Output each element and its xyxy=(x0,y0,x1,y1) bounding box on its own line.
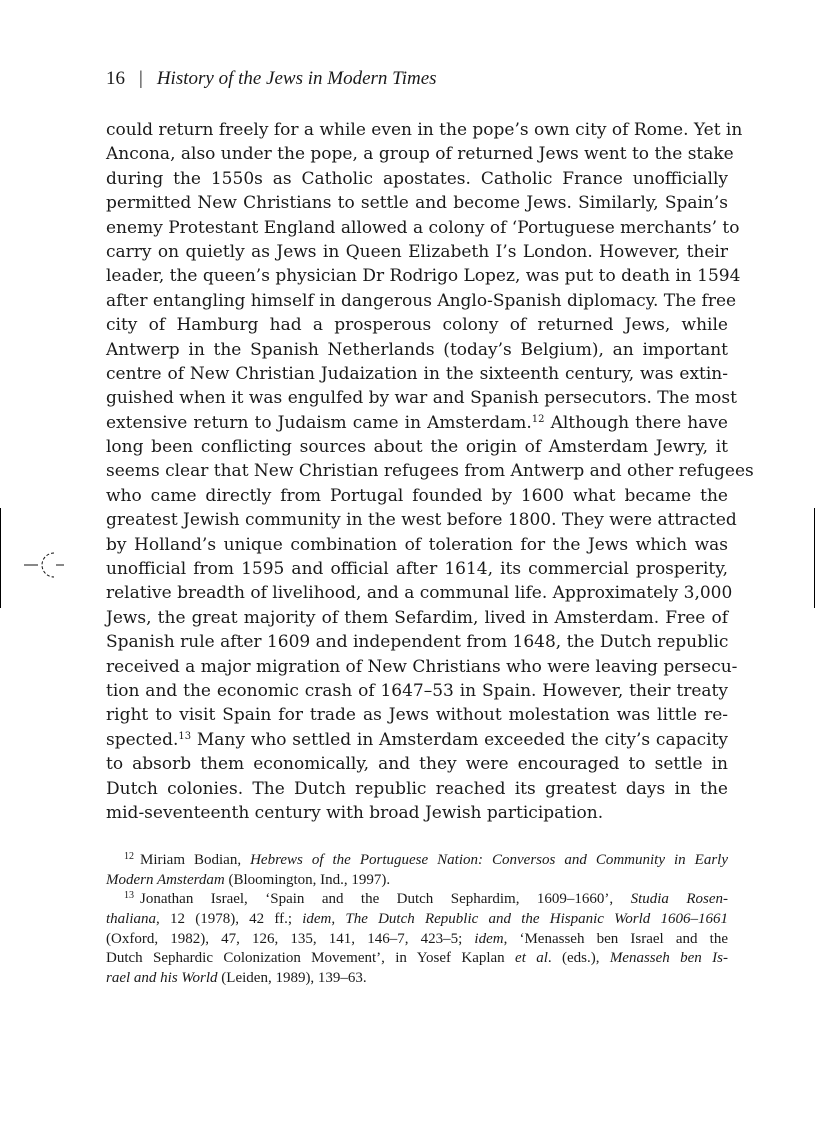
body-line-text: extensive return to Judaism came in Amsterdam. xyxy=(106,412,532,433)
body-line: leader, the queen’s physician Dr Rodrigo Lopez, was put to death in 1594 xyxy=(106,266,741,287)
footnote-line xyxy=(106,949,728,969)
body-line: seems clear that New Christian refugees from Antwerp and other refugees xyxy=(106,461,754,482)
book-title: History of the Jews in Modern Times xyxy=(156,68,437,89)
footnote-line xyxy=(106,890,728,910)
footnote-mark: 12 xyxy=(124,851,134,862)
footnote-text: idem xyxy=(302,911,332,928)
body-line-text: Many who settled in Amsterdam exceeded the city’s capacity xyxy=(191,729,728,750)
crop-mark-left xyxy=(0,508,1,608)
footnote-line xyxy=(106,851,728,871)
footnote-text: idem xyxy=(474,930,504,947)
footnote-mark: 13 xyxy=(124,890,134,902)
body-line: Spanish rule after 1609 and independent from 1648, the Dutch republic xyxy=(106,632,729,653)
registration-mark-icon xyxy=(24,548,64,582)
running-head xyxy=(106,67,437,91)
body-text xyxy=(106,118,754,825)
body-line xyxy=(106,411,728,435)
body-line: could return freely for a while even in the pope’s own city of Rome. Yet in xyxy=(106,120,743,140)
body-line: greatest Jewish community in the west before 1800. They were attracted xyxy=(106,510,737,531)
body-line: long been conflicting sources about the origin of Amsterdam Jewry, it xyxy=(106,437,728,458)
footnote-text: . (eds.), xyxy=(547,950,610,967)
footnote-text: Miriam Bodian, xyxy=(140,852,251,868)
body-line: permitted New Christians to settle and become Jews. Similarly, Spain’s xyxy=(106,193,728,214)
body-line xyxy=(106,728,728,752)
body-line: unofficial from 1595 and official after 1614, its commercial prosperity, xyxy=(106,559,728,580)
footnote-text: rael and his World xyxy=(106,970,218,987)
body-line: to absorb them economically, and they were encouraged to settle in xyxy=(106,754,728,775)
body-line: who came directly from Portugal founded by 1600 what became the xyxy=(106,485,728,506)
footnote-text: (Oxford, 1982), 47, 126, 135, 141, 146–7, 423–5; xyxy=(106,930,475,947)
body-line: right to visit Spain for trade as Jews without molestation was little re- xyxy=(106,705,728,726)
body-line: Ancona, also under the pope, a group of returned Jews went to the stake xyxy=(106,144,734,165)
footnote-text: (Bloomington, Ind., 1997). xyxy=(224,871,391,888)
page-number: 16 xyxy=(106,68,125,89)
crop-mark-right xyxy=(814,508,815,608)
footnote-text: Studia Rosen- xyxy=(630,891,728,908)
footnote-line xyxy=(106,930,728,950)
body-line-text: Although there have xyxy=(544,412,728,433)
body-line-text: spected. xyxy=(106,729,179,750)
footnotes xyxy=(106,851,728,989)
footnote-text: Jonathan Israel, ‘Spain and the Dutch Sephardim, 1609–1660’, xyxy=(140,891,631,908)
body-line: mid-seventeenth century with broad Jewish participation. xyxy=(106,802,604,823)
footnote-text: Dutch Sephardic Colonization Movement’, in Yosef Kaplan xyxy=(106,950,516,967)
footnote-text: (Leiden, 1989), 139–63. xyxy=(217,970,367,987)
body-line: tion and the economic crash of 1647–53 in Spain. However, their treaty xyxy=(106,680,728,701)
body-line: carry on quietly as Jews in Queen Elizabeth I’s London. However, their xyxy=(106,241,728,262)
footnote-text: Hebrews of the Portuguese Nation: Conversos and Community in Early xyxy=(250,852,728,868)
footnote-text: , xyxy=(331,911,346,928)
body-line: during the 1550s as Catholic apostates. Catholic France unofficially xyxy=(106,168,728,189)
body-line: received a major migration of New Christians who were leaving persecu- xyxy=(106,656,738,677)
header-separator: | xyxy=(139,68,143,89)
footnote-line xyxy=(106,871,728,891)
body-line: relative breadth of livelihood, and a communal life. Approximately 3,000 xyxy=(106,583,733,604)
footnote-ref-12[interactable]: 12 xyxy=(531,413,545,425)
footnote-text: The Dutch Republic and the Hispanic World 1606–1661 xyxy=(345,911,728,928)
body-line: enemy Protestant England allowed a colony of ‘Portuguese merchants’ to xyxy=(106,217,740,238)
footnote-text: thaliana xyxy=(106,911,157,928)
footnote-text: et al xyxy=(515,950,548,967)
body-line: centre of New Christian Judaization in the sixteenth century, was extin- xyxy=(106,363,728,384)
footnote-text: , ‘Menasseh ben Israel and the xyxy=(503,930,728,947)
footnote-line xyxy=(106,910,728,930)
body-line: guished when it was engulfed by war and Spanish persecutors. The most xyxy=(106,388,737,409)
footnote-line xyxy=(106,969,728,989)
body-line: Jews, the great majority of them Sefardim, lived in Amsterdam. Free of xyxy=(106,607,728,628)
footnote-text: Modern Amsterdam xyxy=(106,871,225,888)
body-line: by Holland’s unique combination of toleration for the Jews which was xyxy=(106,534,728,555)
body-line: Antwerp in the Spanish Netherlands (today’s Belgium), an important xyxy=(106,339,728,360)
footnote-13 xyxy=(106,890,728,988)
footnote-text: , 12 (1978), 42 ff.; xyxy=(156,911,303,928)
footnote-text: Menasseh ben Is- xyxy=(609,950,728,967)
body-line: Dutch colonies. The Dutch republic reached its greatest days in the xyxy=(106,778,728,799)
footnote-12 xyxy=(106,851,728,890)
body-line: after entangling himself in dangerous Anglo-Spanish diplomacy. The free xyxy=(106,290,737,311)
body-line: city of Hamburg had a prosperous colony of returned Jews, while xyxy=(106,315,728,336)
footnote-ref-13[interactable]: 13 xyxy=(178,730,192,742)
